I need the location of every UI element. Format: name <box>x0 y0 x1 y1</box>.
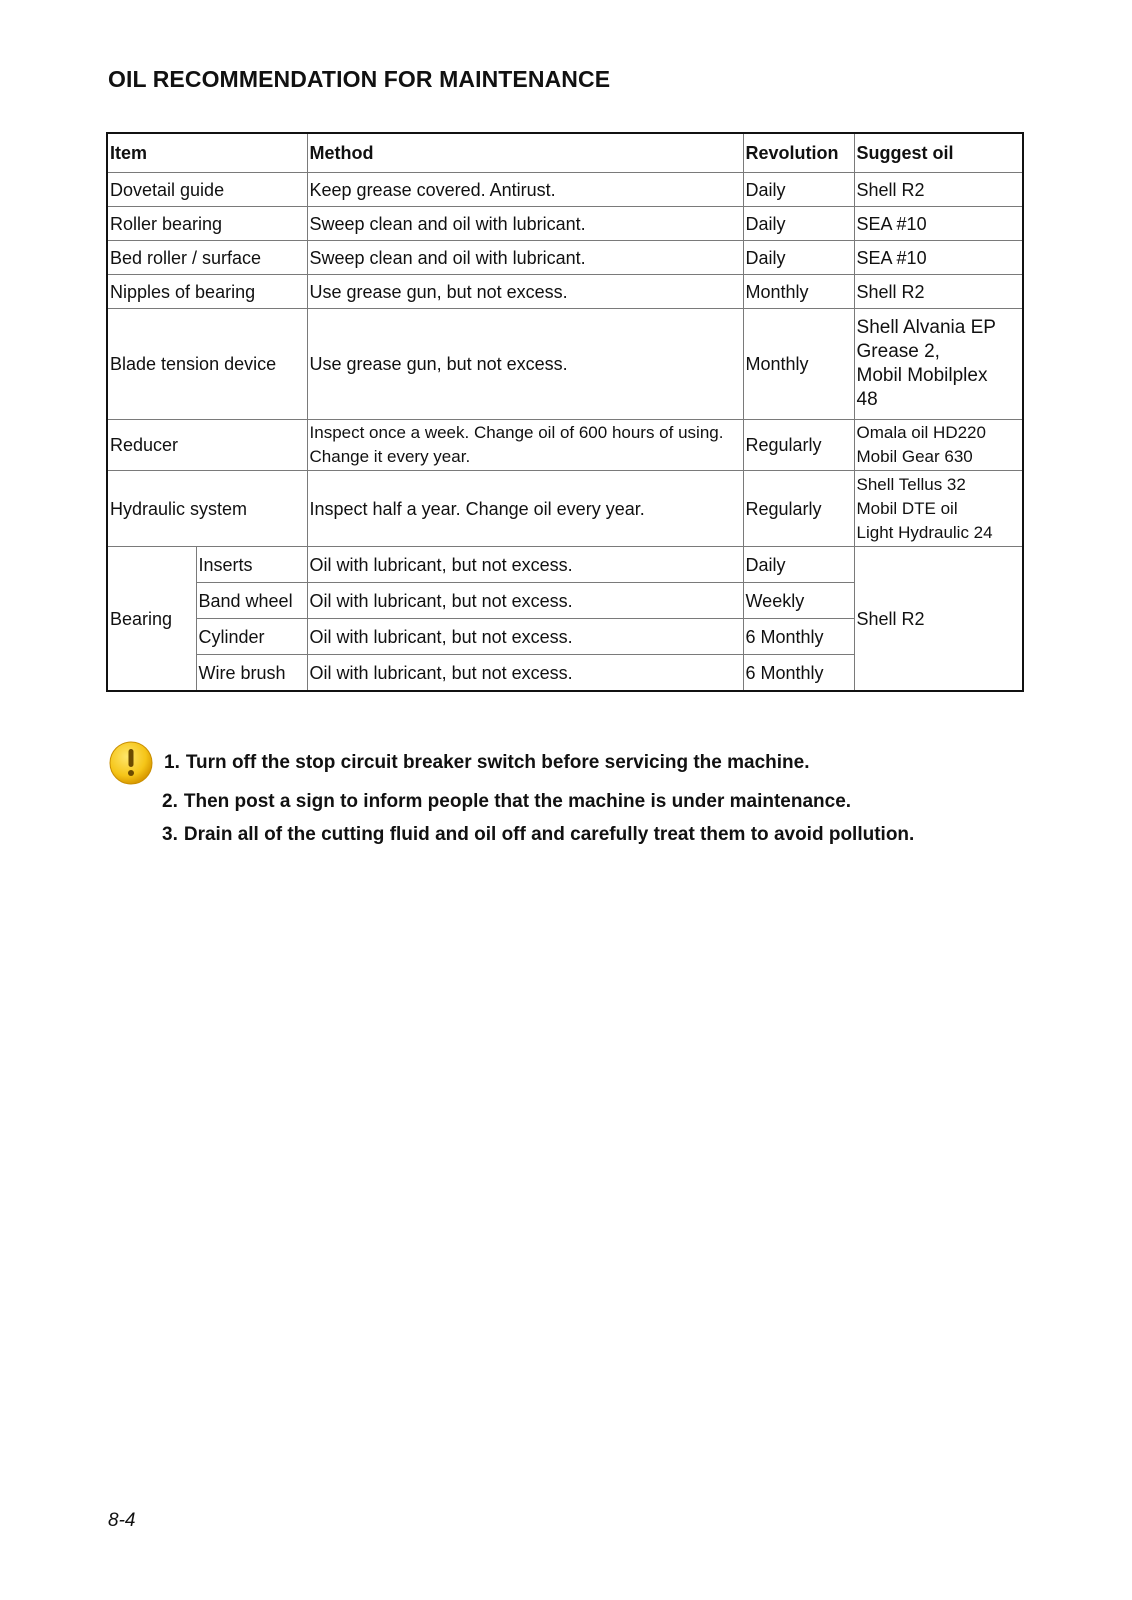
cell-revolution: Daily <box>743 547 854 583</box>
oil-line: Shell Tellus 32 <box>856 474 966 494</box>
cell-revolution: Daily <box>743 241 854 275</box>
oil-recommendation-table <box>106 132 1024 692</box>
table-row <box>107 420 1023 471</box>
cell-method: Oil with lubricant, but not excess. <box>307 619 743 655</box>
table-row <box>107 309 1023 420</box>
cell-revolution: Daily <box>743 173 854 207</box>
table-row <box>107 173 1023 207</box>
cell-revolution: Regularly <box>743 420 854 471</box>
oil-line: Mobil DTE oil <box>856 498 958 518</box>
cell-item: Blade tension device <box>107 309 307 420</box>
cell-oil <box>854 420 1023 471</box>
cell-revolution: Monthly <box>743 275 854 309</box>
note-item: 1. Turn off the stop circuit breaker switch before servicing the machine. <box>164 752 810 773</box>
cell-method: Oil with lubricant, but not excess. <box>307 583 743 619</box>
cell-item: Reducer <box>107 420 307 471</box>
cell-oil <box>854 309 1023 420</box>
warning-icon <box>108 740 154 786</box>
cell-revolution: 6 Monthly <box>743 655 854 692</box>
cell-oil: Shell R2 <box>854 173 1023 207</box>
table-row <box>107 547 1023 583</box>
cell-part: Cylinder <box>196 619 307 655</box>
header-suggest-oil: Suggest oil <box>854 133 1023 173</box>
cell-revolution: Daily <box>743 207 854 241</box>
table-row <box>107 275 1023 309</box>
cell-method: Sweep clean and oil with lubricant. <box>307 207 743 241</box>
table-row <box>107 207 1023 241</box>
page-title: OIL RECOMMENDATION FOR MAINTENANCE <box>108 66 611 92</box>
cell-item: Nipples of bearing <box>107 275 307 309</box>
cell-oil: SEA #10 <box>854 207 1023 241</box>
oil-line: Shell Alvania EP <box>856 317 996 338</box>
table-row <box>107 241 1023 275</box>
cell-part: Wire brush <box>196 655 307 692</box>
cell-method: Sweep clean and oil with lubricant. <box>307 241 743 275</box>
note-item: 3. Drain all of the cutting fluid and oil off and carefully treat them to avoid pollution. <box>162 824 915 845</box>
cell-method: Oil with lubricant, but not excess. <box>307 655 743 692</box>
cell-item: Roller bearing <box>107 207 307 241</box>
table-row <box>107 471 1023 547</box>
oil-line: Grease 2, <box>856 341 940 362</box>
oil-line: Light Hydraulic 24 <box>856 522 993 542</box>
header-item: Item <box>107 133 307 173</box>
oil-line: 48 <box>856 389 878 410</box>
cell-oil <box>854 471 1023 547</box>
cell-method: Inspect once a week. Change oil of 600 hours of using. Change it every year. <box>307 420 743 471</box>
cell-method: Use grease gun, but not excess. <box>307 275 743 309</box>
cell-method: Use grease gun, but not excess. <box>307 309 743 420</box>
cell-oil: Shell R2 <box>854 275 1023 309</box>
cell-oil: SEA #10 <box>854 241 1023 275</box>
cell-part: Band wheel <box>196 583 307 619</box>
note-item: 2. Then post a sign to inform people that the machine is under maintenance. <box>162 791 852 812</box>
cell-item: Hydraulic system <box>107 471 307 547</box>
cell-revolution: Monthly <box>743 309 854 420</box>
cell-revolution: 6 Monthly <box>743 619 854 655</box>
cell-method: Oil with lubricant, but not excess. <box>307 547 743 583</box>
cell-item-bearing: Bearing <box>107 547 196 692</box>
header-method: Method <box>307 133 743 173</box>
page-number: 8-4 <box>108 1510 136 1531</box>
cell-part: Inserts <box>196 547 307 583</box>
cell-revolution: Weekly <box>743 583 854 619</box>
oil-line: Omala oil HD220 <box>856 423 986 442</box>
oil-line: Mobil Gear 630 <box>856 447 973 466</box>
oil-line: Mobil Mobilplex <box>856 365 988 386</box>
cell-revolution: Regularly <box>743 471 854 547</box>
cell-oil-bearing: Shell R2 <box>854 547 1023 692</box>
cell-item: Bed roller / surface <box>107 241 307 275</box>
header-revolution: Revolution <box>743 133 854 173</box>
table-header-row <box>107 133 1023 173</box>
cell-item: Dovetail guide <box>107 173 307 207</box>
cell-method: Inspect half a year. Change oil every year. <box>307 471 743 547</box>
cell-method: Keep grease covered. Antirust. <box>307 173 743 207</box>
